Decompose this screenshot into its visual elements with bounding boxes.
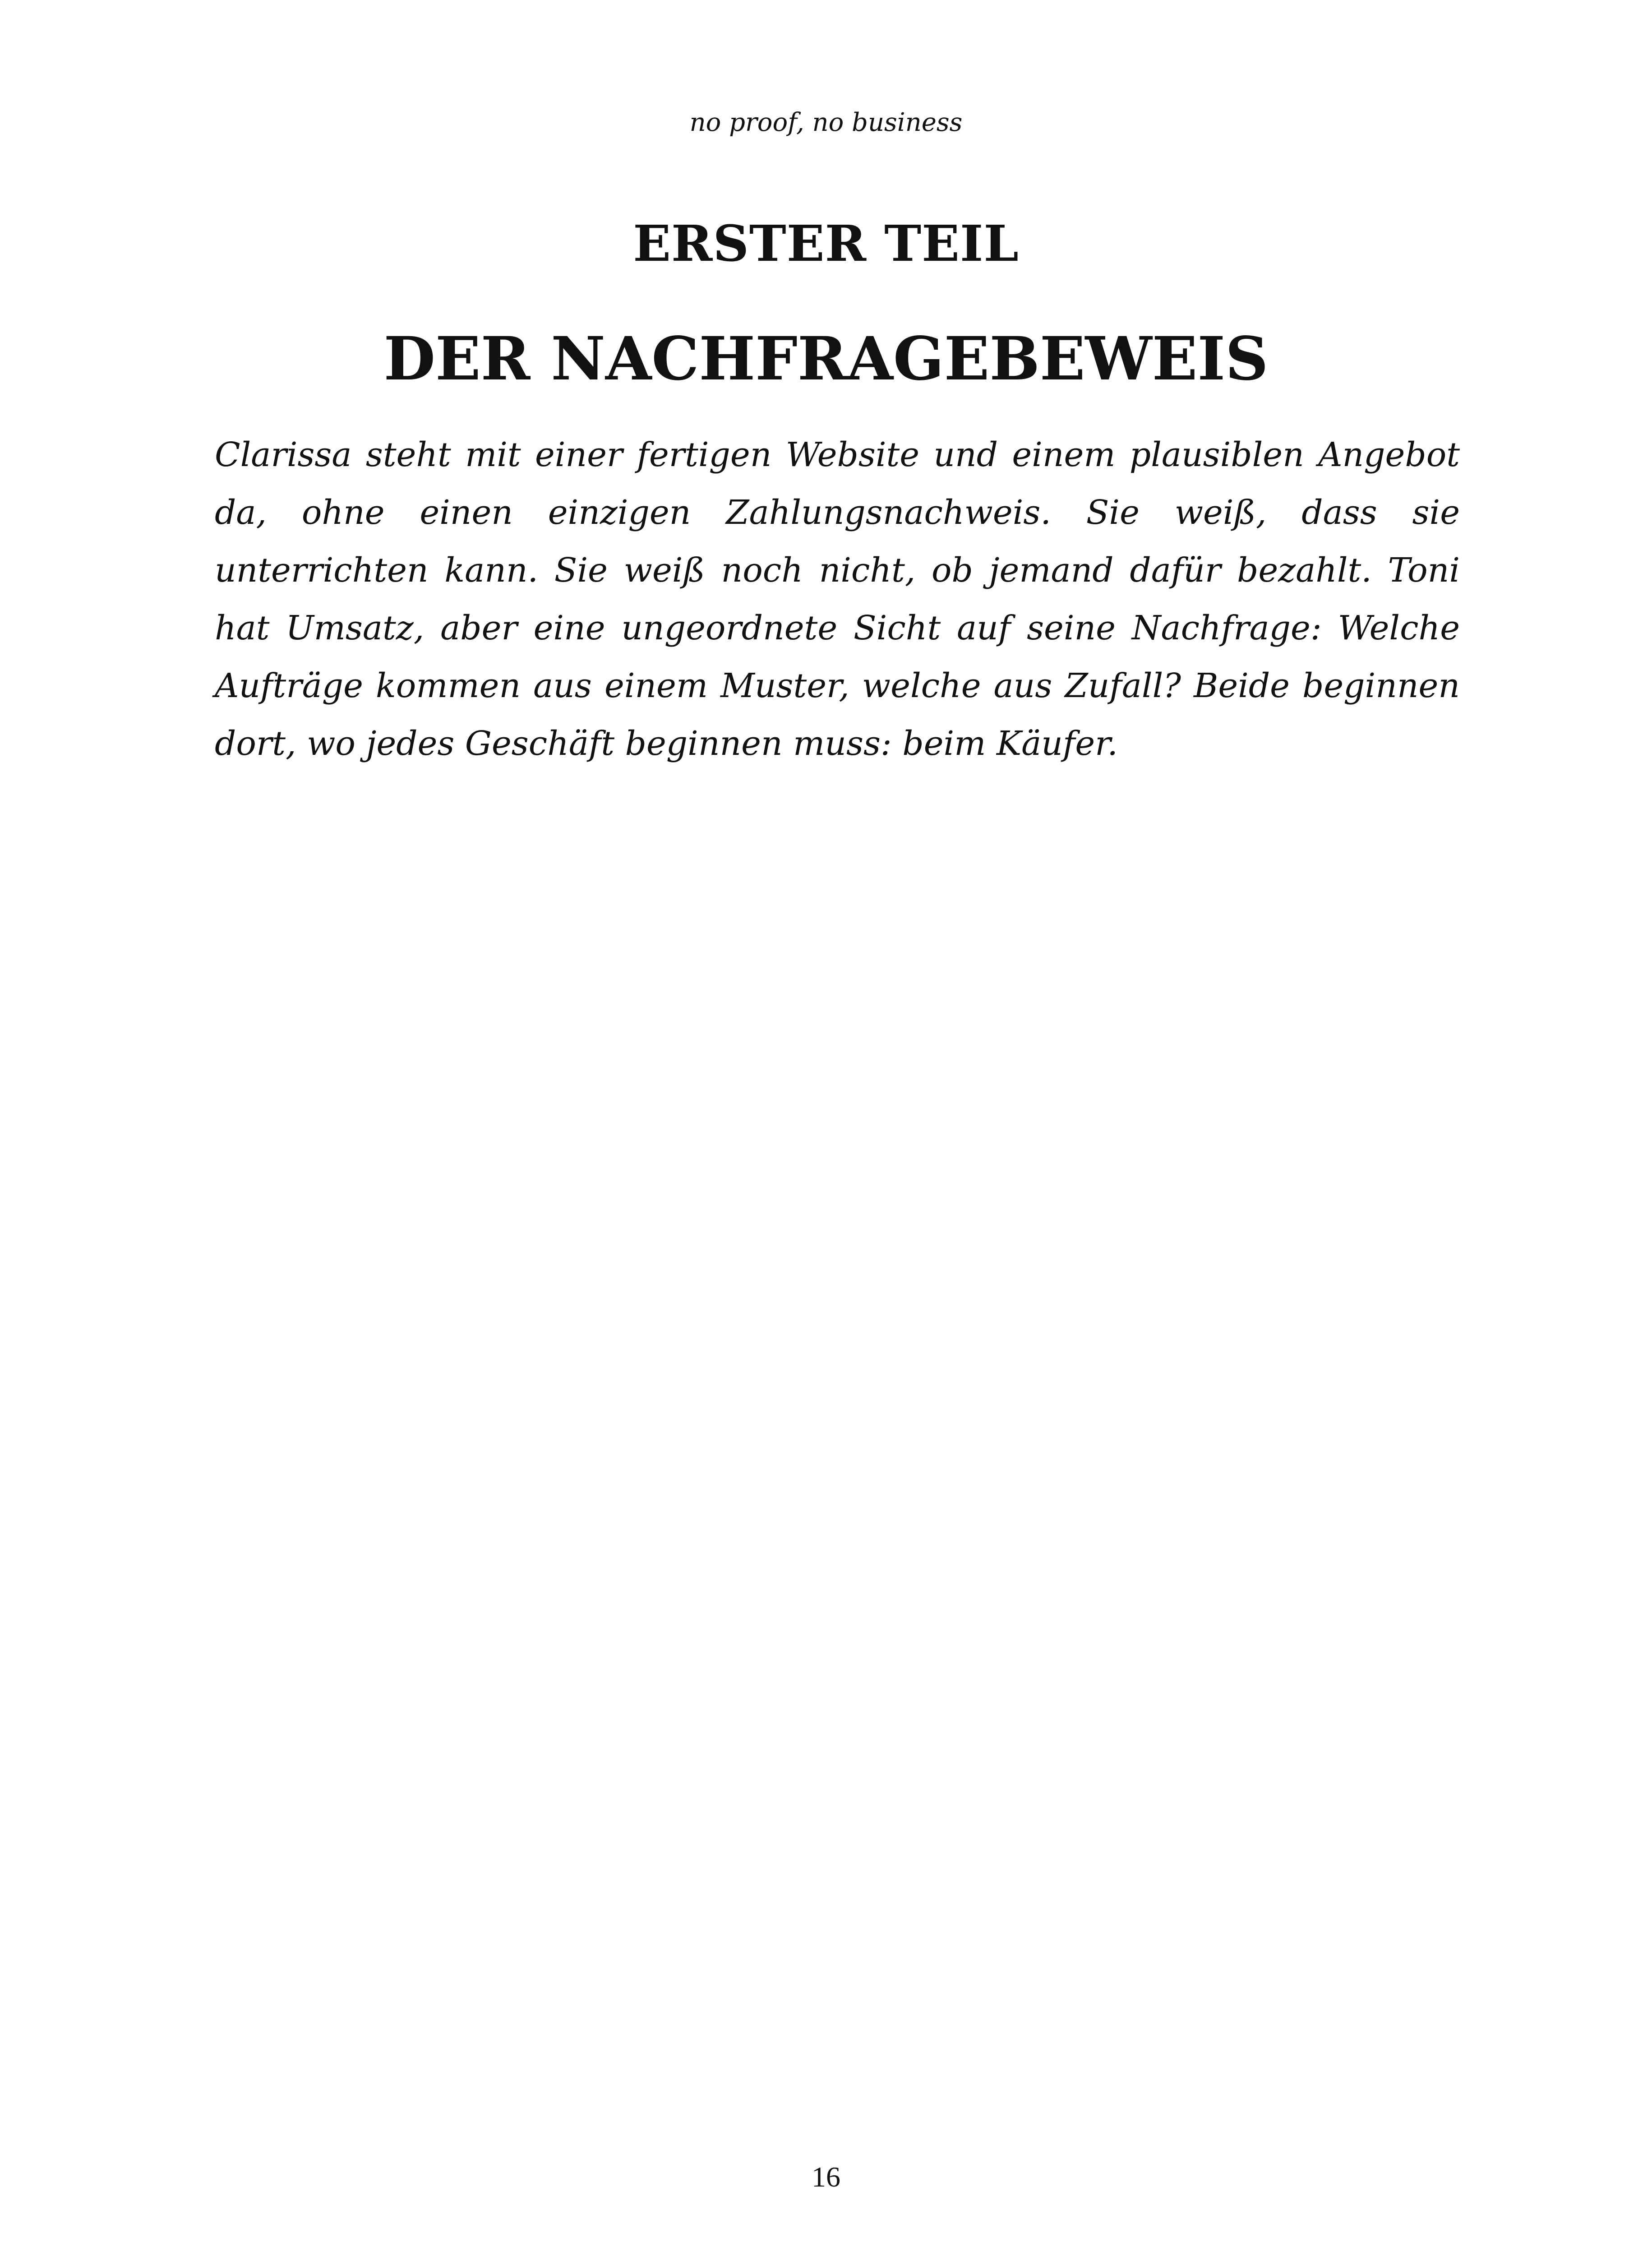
- part-label: ERSTER TEIL: [633, 214, 1019, 273]
- running-header: no proof, no business: [689, 108, 963, 137]
- page-number: 16: [812, 2161, 840, 2193]
- part-title: DER NACHFRAGEBEWEIS: [383, 324, 1269, 394]
- intro-paragraph: Clarissa steht mit einer fertigen Website und einem plausiblen Angebot da, ohne einen einzigen Zahlungsnachweis. Sie weiß, dass sie unterrichten kann. Sie weiß noch nicht, ob jemand dafür bezahlt. Toni hat Umsatz, aber eine ungeordnete Sicht auf seine Nachfrage: Welche Aufträge kommen aus einem Muster, welche aus Zufall? Beide beginnen dort, wo jedes Geschäft beginnen muss: beim Käufer.: [215, 435, 1460, 763]
